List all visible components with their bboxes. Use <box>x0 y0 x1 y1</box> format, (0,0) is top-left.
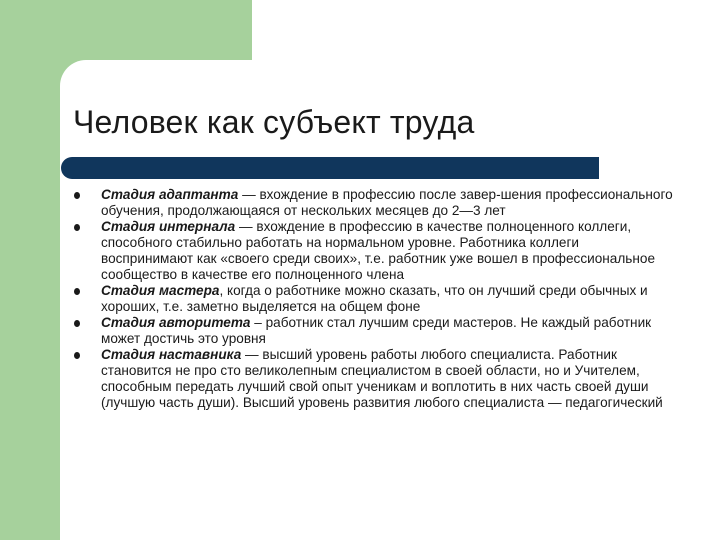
list-item-master <box>73 283 673 315</box>
title-underline-bar <box>61 157 599 179</box>
slide-title: Человек как субъект труда <box>73 104 475 140</box>
list-item-mentor <box>73 347 673 411</box>
stage-description: — вхождение в профессию после завер-шения профессионального обучения, продолжающаяся от нескольких месяцев до 2—3 лет <box>101 187 673 218</box>
stage-description: — вхождение в профессию в качестве полноценного коллеги, способного стабильно работать на нормальном уровне. Работника коллеги воспринимают как «своего среди своих», т.е. работник уже вошел в профессиональное сообщество в качестве его полноценного члена <box>101 219 656 282</box>
bullet-icon <box>74 352 80 359</box>
stage-term: Стадия интернала <box>101 219 236 234</box>
stage-term: Стадия адаптанта <box>101 187 239 202</box>
decorative-green-strip <box>0 0 60 540</box>
bullet-icon <box>74 288 80 295</box>
stage-description: – работник стал лучшим среди мастеров. Не каждый работник может достичь это уровня <box>101 315 652 346</box>
stage-description: — высший уровень работы любого специалиста. Работник становится не про сто великолепным специалистом в своей области, но и Учителем, способным передать лучший свой опыт ученикам и воплотить в них часть своей души (лучшую часть души). Высший уровень развития любого специалиста — педагогический <box>101 347 663 410</box>
list-item-adaptant <box>73 187 673 219</box>
bullet-icon <box>74 320 80 327</box>
bullet-list <box>73 187 673 411</box>
list-item-internal <box>73 219 673 283</box>
stage-term: Стадия авторитета <box>101 315 251 330</box>
stage-term: Стадия мастера <box>101 283 220 298</box>
list-item-authority <box>73 315 673 347</box>
stage-description: , когда о работнике можно сказать, что он лучший среди обычных и хороших, т.е. заметно выделяется на общем фоне <box>101 283 648 314</box>
bullet-icon <box>74 224 80 231</box>
stage-term: Стадия наставника <box>101 347 242 362</box>
bullet-icon <box>74 192 80 199</box>
